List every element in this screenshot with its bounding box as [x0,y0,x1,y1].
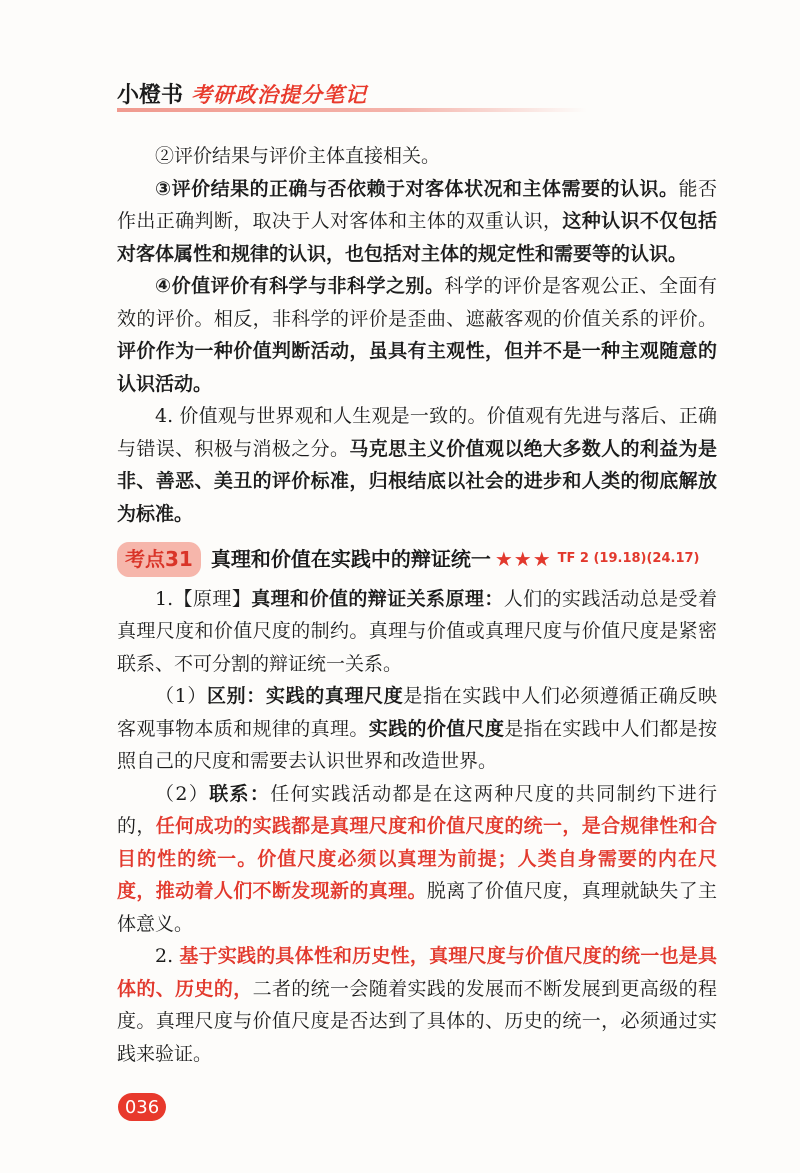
bold-text: 联系： [209,782,271,805]
highlight-text: 任何成功的实践都是真理尺度和价值尺度的统一，是合规律性和合目的性的统一。价值尺度必须以真理为前提；人类自身需要的内在尺度，推动着人们不断发现新的真理。 [117,815,717,902]
text: 2. [155,945,180,967]
section-title: 真理和价值在实践中的辩证统一 [210,547,491,571]
section-heading [117,542,717,577]
paragraph-connection [117,778,717,941]
bold-text: 马克思主义价值观以绝大多数人的利益为是非、善恶、美丑的评价标准，归根结底以社会的进步和人类的彻底解放为标准。 [117,437,717,525]
exam-frequency: TF 2 (19.18)(24.17) [557,551,700,566]
paragraph-principle [117,583,717,681]
topic-badge: 考点31 [117,542,201,577]
bold-text: 区别：实践的真理尺度 [207,685,404,707]
bold-text: 这种认识不仅包括对客体属性和规律的认识，也包括对主体的规定性和需要等的认识。 [117,210,717,265]
text: 人们的实践活动总是受着真理尺度和价值尺度的制约。真理与价值或真理尺度与价值尺度是紧密联系、不可分割的辩证统一关系。 [117,587,717,675]
highlight-text: 基于实践的具体性和历史性，真理尺度与价值尺度的统一也是具体的、历史的， [117,945,717,1000]
text: 4. 价值观与世界观和人生观是一致的。价值观有先进与落后、正确与错误、积极与消极之分。 [117,405,717,460]
bold-text: 实践的价值尺度 [368,717,505,740]
text: 二者的统一会随着实践的发展而不断发展到更高级的程度。真理尺度与价值尺度是否达到了具体的、历史的统一，必须通过实践来验证。 [117,977,717,1065]
header-rule [117,108,587,112]
text: 是指在实践中人们必须遵循正确反映客观事物本质和规律的真理。 [117,685,717,740]
text: 科学的评价是客观公正、全面有效的评价。相反，非科学的评价是歪曲、遮蔽客观的价值关系的评价。 [117,275,717,330]
paragraph-difference [117,680,717,778]
text: 1.【原理】 [155,587,252,610]
text: 任何实践活动都是在这两种尺度的共同制约下进行的， [117,782,717,837]
bold-text: ④价值评价有科学与非科学之别。 [155,275,445,297]
paragraph-evaluation-2 [117,140,717,173]
text: ②评价结果与评价主体直接相关。 [155,145,441,167]
brand-title: 小橙书 [117,83,184,108]
bold-text: ③评价结果的正确与否依赖于对客体状况和主体需要的认识。 [155,177,679,200]
text: 是指在实践中人们都是按照自己的尺度和需要去认识世界和改造世界。 [117,717,717,772]
paragraph-evaluation-4 [117,270,717,400]
text: （2） [155,782,210,805]
bold-text: 真理和价值的辩证关系原理： [251,587,504,610]
page-number: 036 [118,1093,166,1121]
paragraph-historical-unity [117,940,717,1070]
text: （1） [155,685,208,707]
text: 能否作出正确判断，取决于人对客体和主体的双重认识， [117,177,717,232]
star-rating-icon: ★★★ [494,547,552,571]
page-body [117,140,717,1070]
header-tagline: 考研政治提分笔记 [191,82,368,107]
paragraph-values-4 [117,400,717,530]
running-header [117,78,367,109]
paragraph-evaluation-3 [117,173,717,271]
text: 脱离了价值尺度，真理就缺失了主体意义。 [117,880,717,935]
bold-text: 评价作为一种价值判断活动，虽具有主观性，但并不是一种主观随意的认识活动。 [117,340,717,395]
